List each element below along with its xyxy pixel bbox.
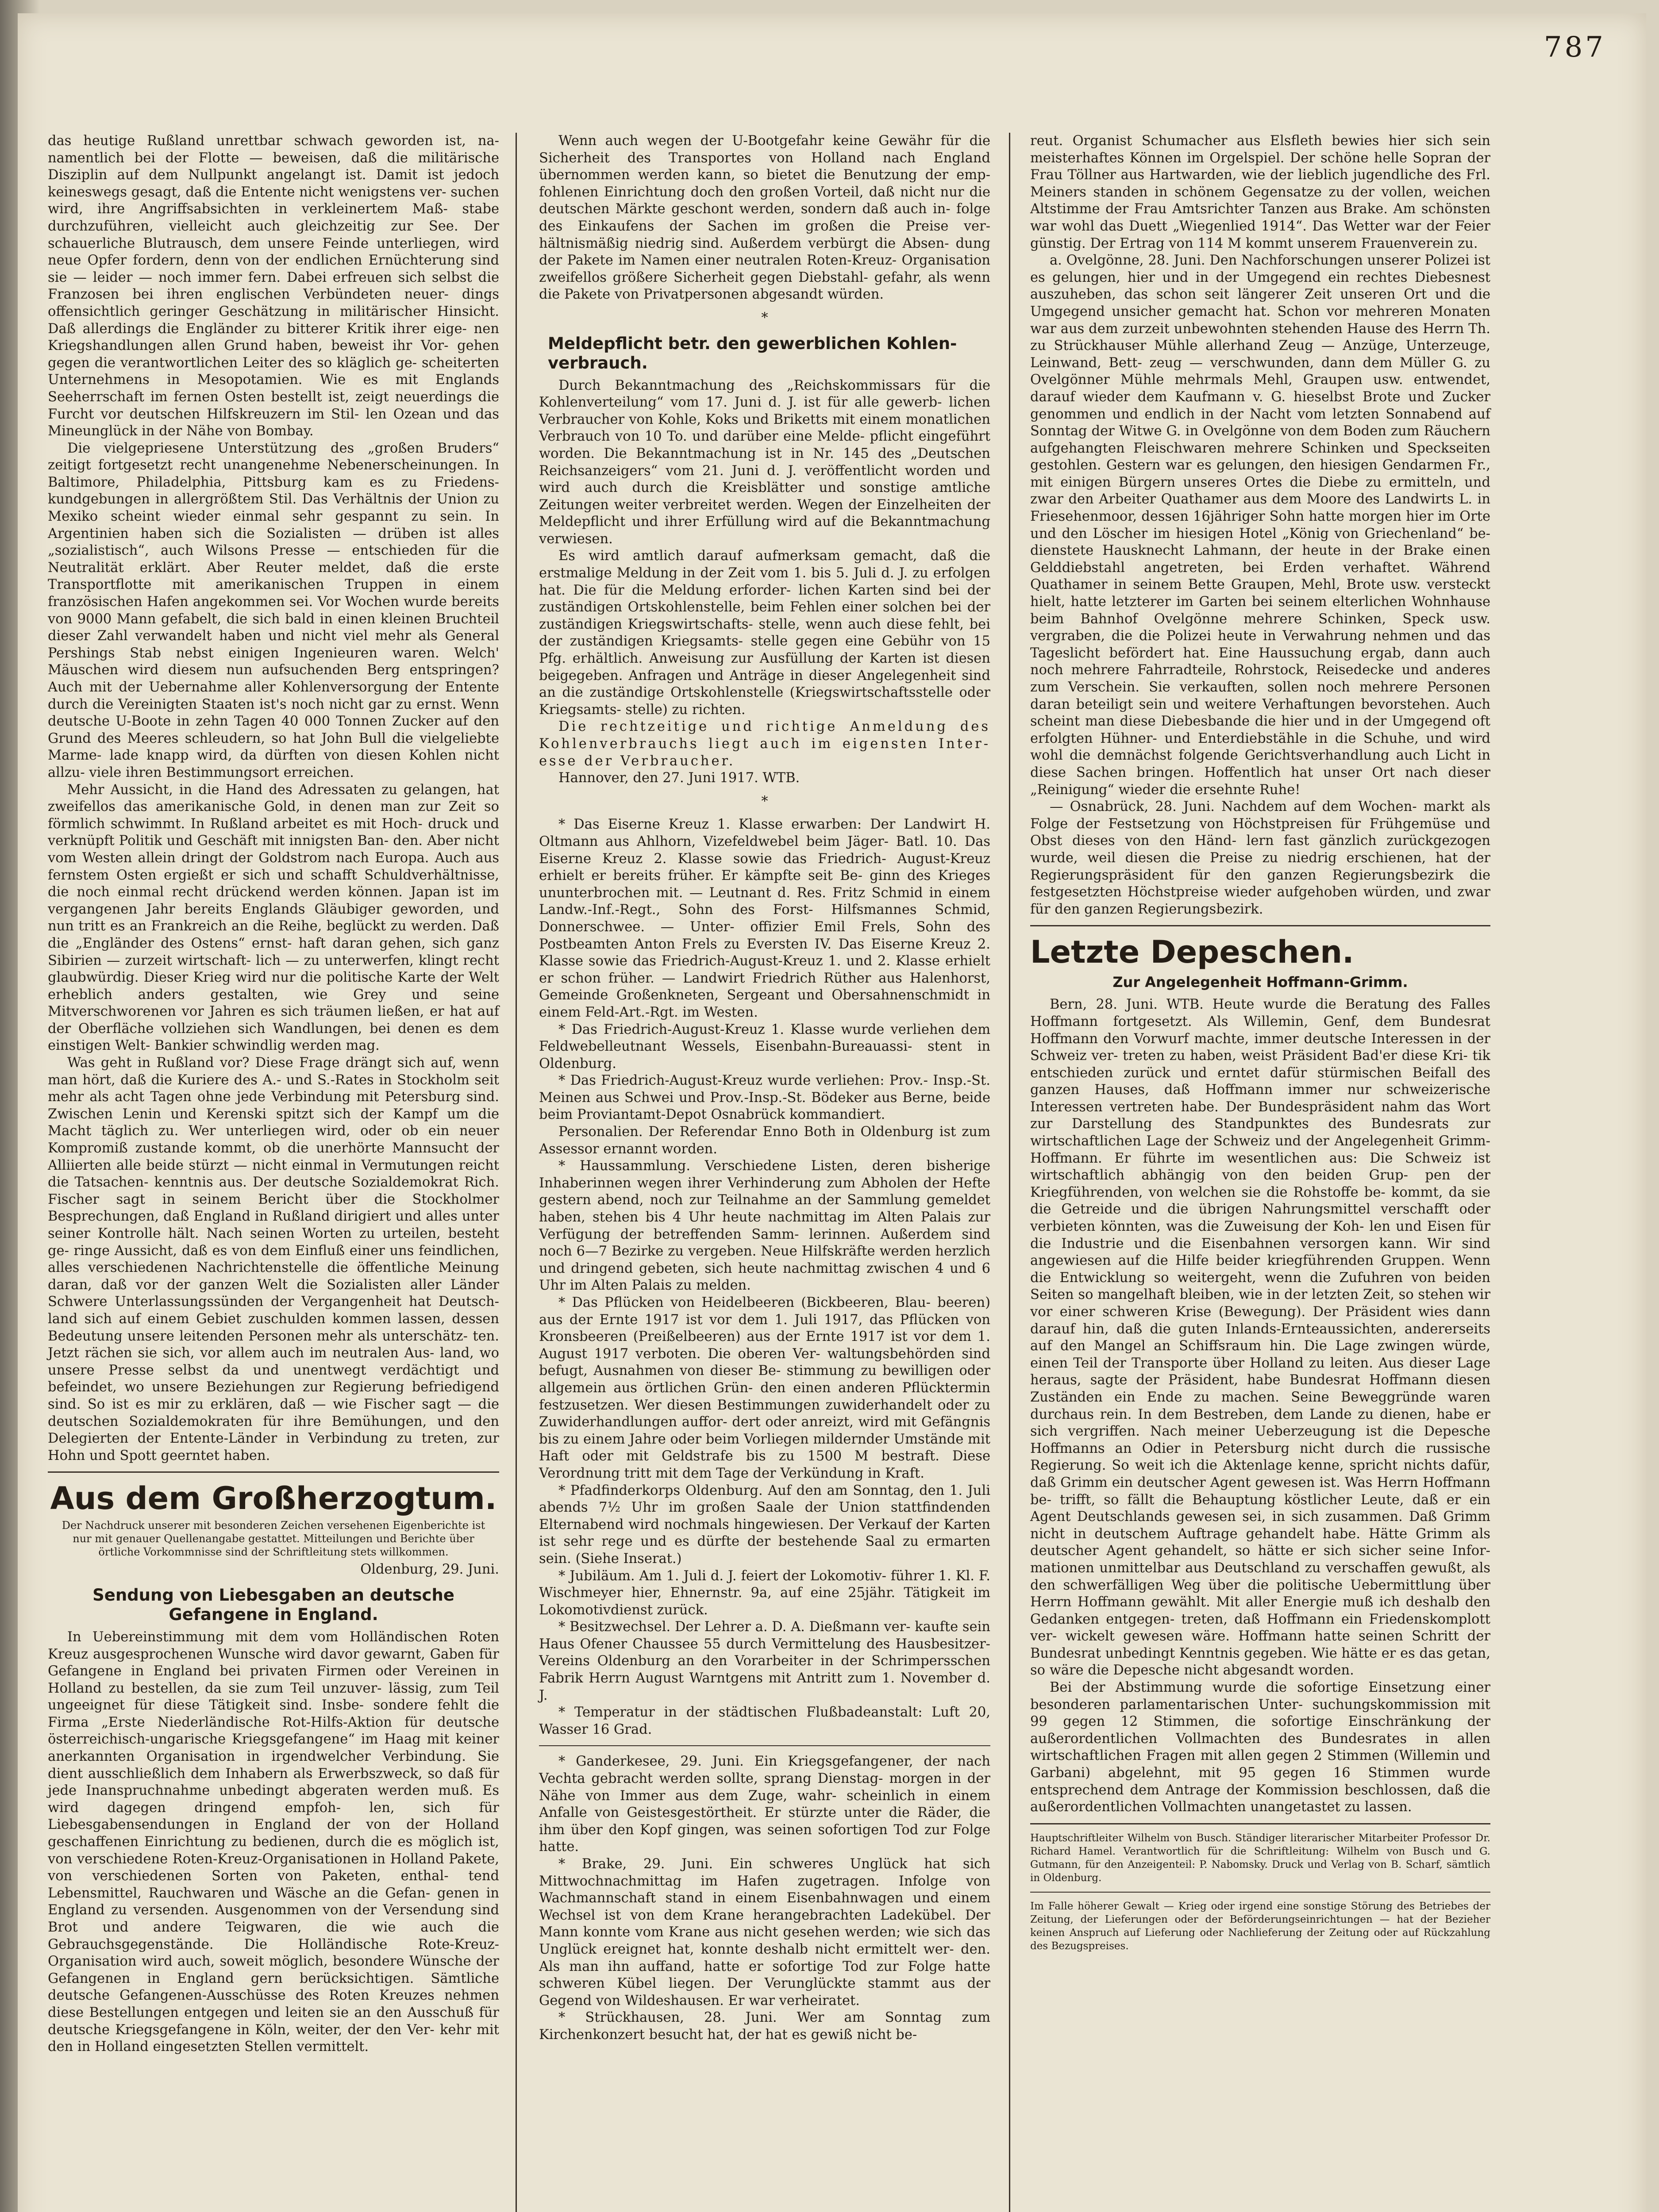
separator-star: * <box>761 310 768 326</box>
article-paragraph: Es wird amtlich darauf aufmerksam gemacht, daß die erstmalige Meldung in der Zeit vom 1. bis 5. Juli d. J. zu erfolgen hat. Die für die Meldung erforder- lichen Karten sind bei der zuständigen Ortskohlenstelle, beim Fehlen einer solchen bei der zuständigen Kriegswirtschafts- stelle, wenn auch diese fehlt, bei der zuständigen Kriegsamts- stelle gegen eine Gebühr von 15 Pfg. erhältlich. Anweisung zur Ausfüllung der Karten ist diesen beigegeben. Anfragen und Anträge in dieser Angelegenheit sind an die zuständige Ortskohlenstelle (Kriegswirtschaftsstelle oder Kriegsamts- stelle) zu richten. <box>539 548 990 718</box>
local-news-item: * Haussammlung. Verschiedene Listen, deren bisherige Inhaberinnen wegen ihrer Verhinderung zum Abholen der Hefte gestern abend, noch zur Teilnahme an der Sammlung gemeldet haben, stehen bis 4 Uhr heute nachmittag im Alten Palais zur Verfügung der betreffenden Samm- lerinnen. Außerdem sind noch 6—7 Bezirke zu vergeben. Neue Hilfskräfte werden herzlich und dringend gebeten, sich heute nachmittag zwischen 4 und 6 Uhr im Alten Palais zu melden. <box>539 1158 990 1294</box>
regional-news-item: * Brake, 29. Juni. Ein schweres Unglück hat sich Mittwochnachmittag im Hafen zugetragen. Infolge von Wachmannschaft stand in einem Eisenbahnwagen und einem Wechsel ist von dem Krane herangebrachten Ladekübel. Der Mann konnte vom Krane aus nicht gesehen werden; wie sich das Unglück ereignet hat, konnte deshalb nicht ermittelt wer- den. Als man ihn auffand, hatte er sofortige Tod zur Folge hatte schweren Kübel liegen. Der Verunglückte stammt aus der Gegend von Wildeshausen. Er war verheiratet. <box>539 1856 990 2008</box>
reprint-notice: Der Nachdruck unserer mit besonderen Zeichen versehenen Eigenberichte ist nur mit genauer Quellenangabe gestattet. Mitteilungen und Berichte über örtliche Vorkommnisse sind der Schriftleitung stets willkommen. <box>62 1519 485 1559</box>
local-news-item: * Das Friedrich-August-Kreuz wurde verliehen: Prov.- Insp.-St. Meinen aus Schwei und Prov.-Insp.-St. Bödeker aus Berne, beide beim Proviantamt-Depot Osnabrück kommandiert. <box>539 1073 990 1123</box>
local-news-item: Personalien. Der Referendar Enno Both in Oldenburg ist zum Assessor ernannt worden. <box>539 1124 990 1157</box>
article-paragraph: das heutige Rußland unrettbar schwach geworden ist, na- namentlich bei der Flotte — beweisen, daß die militärische Disziplin auf dem Nullpunkt angelangt ist. Damit ist jedoch keineswegs gesagt, daß die Entente nicht wenigstens ver- suchen wird, ihre Angriffsabsichten in verkleinertem Maß- stabe durchzuführen, vielleicht auch gleichzeitig zur See. Der schauerliche Blutrausch, dem unsere Feinde unterliegen, wird neue Opfer fordern, denn von der endlichen Ernüchterung sind sie — leider — noch immer fern. Dabei erfreuen sich selbst die Franzosen bei ihren englischen Verbündeten neuer- dings offensichtlich geringer Geschätzung in militärischer Hinsicht. Daß allerdings die Engländer zu bitterer Kritik ihrer eige- nen Kriegshandlungen allen Grund haben, beweist ihr Vor- gehen gegen die verantwortlichen Leiter des so kläglich ge- scheiterten Unternehmens in Mesopotamien. Wie es mit Englands Seeherrschaft im fernen Osten bestellt ist, zeigt neuerdings die Furcht vor deutschen Hilfskreuzern im Stil- len Ozean und das Mineunglück in der Nähe von Bombay. <box>48 133 499 439</box>
regional-news-item: — Osnabrück, 28. Juni. Nachdem auf dem Wochen- markt als Folge der Festsetzung von Höchstpreisen für Frühgemüse und Obst dieses von den Händ- lern fast gänzlich zurückgezogen wurde, weil diesen die Preise zu niedrig erschienen, hat der Regierungspräsident für den ganzen Regierungsbezirk die festgesetzten Höchstpreise wieder aufgehoben würden, und zwar für den ganzen Regierungsbezirk. <box>1030 799 1490 917</box>
item-divider <box>539 1745 990 1746</box>
section-title: Aus dem Großherzogtum. <box>50 1480 497 1517</box>
local-news-item: * Besitzwechsel. Der Lehrer a. D. A. Dießmann ver- kaufte sein Haus Ofener Chaussee 55 durch Vermittelung des Hausbesitzer-Vereins Oldenburg an den Vorarbeiter in der Schrimpersschen Fabrik Herrn August Warntgens mit Antritt zum 1. November d. J. <box>539 1619 990 1703</box>
article-title: Zur Angelegenheit Hoffmann-Grimm. <box>1112 974 1408 991</box>
column-3 <box>1030 133 1490 1953</box>
article-paragraph: Bei der Abstimmung wurde die sofortige Einsetzung einer besonderen parlamentarischen Unter- suchungskommission mit 99 gegen 12 Stimmen, die sofortige Einschränkung der außerordentlichen Vollmachten des Bundesrates in allen wirtschaftlichen Fragen mit allen gegen 2 Stimmen (Willemin und Garbani) abgelehnt, mit 95 gegen 16 Stimmen wurde entsprechend dem Antrage der Kommission beschlossen, daß die außerordentlichen Vollmachten unangetastet zu lassen. <box>1030 1680 1490 1815</box>
local-news-item: * Das Friedrich-August-Kreuz 1. Klasse wurde verliehen dem Feldwebelleutnant Wessels, Eisenbahn-Bureauassi- stent in Oldenburg. <box>539 1022 990 1071</box>
footer-divider <box>1030 1892 1490 1893</box>
article-paragraph: Die vielgepriesene Unterstützung des „großen Bruders“ zeitigt fortgesetzt recht unangenehme Nebenerscheinungen. In Baltimore, Philadelphia, Pittsburg kam es zu Friedens- kundgebungen in allergrößtem Stil. Das Verhältnis der Union zu Mexiko scheint wieder einmal sehr gespannt zu sein. In Argentinien haben sich die Sozialisten — drüben ist alles „sozialistisch“, auch Wilsons Presse — entschieden für die Neutralität erklärt. Aber Reuter meldet, daß die erste Transportflotte mit amerikanischen Truppen in einem französischen Hafen angekommen sei. Vor Wochen wurde bereits von 9000 Mann gefabelt, die sich bald in einen kleinen Bruchteil dieser Zahl verwandelt haben und nicht viel mehr als General Pershings Stab nebst einigen Ingenieuren waren. Welch' Mäuschen wird diesem nun aufsuchenden Berg entspringen? Auch mit der Uebernahme aller Kohlenversorgung der Entente durch die Vereinigten Staaten ist's noch nicht gar zu ernst. Wenn deutsche U-Boote in zehn Tagen 40 000 Tonnen Zucker auf den Grund des Meeres schleudern, so hat John Bull die vielgeliebte Marme- lade knapp wird, da dürften von diesen Kohlen nicht allzu- viele ihren Bestimmungsort erreichen. <box>48 440 499 780</box>
local-news-item: * Jubiläum. Am 1. Juli d. J. feiert der Lokomotiv- führer 1. Kl. F. Wischmeyer hier, Ehnernstr. 9a, auf eine 25jähr. Tätigkeit im Lokomotivdienst zurück. <box>539 1568 990 1618</box>
dateline: Oldenburg, 29. Juni. <box>360 1562 499 1578</box>
imprint: Hauptschriftleiter Wilhelm von Busch. Ständiger literarischer Mitarbeiter Professor Dr. Richard Hamel. Verantwortlich für die Schriftleitung: Wilhelm von Busch und G. Gutmann, für den Anzeigenteil: P. Nabomsky. Druck und Verlag von B. Scharf, sämtlich in Oldenburg. <box>1030 1832 1490 1884</box>
article-paragraph: Mehr Aussicht, in die Hand des Adressaten zu gelangen, hat zweifellos das amerikanische Gold, in denen man zur Zeit so förmlich schwimmt. In Rußland arbeitet es mit Hoch- druck und verknüpft Politik und Geschäft mit innigsten Ban- den. Aber nicht vom Westen allein dringt der Goldstrom nach Europa. Auch aus fernstem Osten ergießt er sich und schafft Schuldverhältnisse, die noch einmal recht drückend werden können. Japan ist im vergangenen Jahr bereits Englands Gläubiger geworden, und nun tritt es an Frankreich an die Reihe, beglückt zu werden. Daß die „Engländer des Ostens“ ernst- haft daran gehen, sich ganz Sibirien — zurzeit wirtschaft- lich — zu unterwerfen, klingt recht glaubwürdig. Dieser Krieg wird nur die politische Karte der Welt erheblich anders gestalten, wie Grey und seine Mitverschworenen vor Jahren es sich träumen ließen, er hat auf der Oberfläche vollziehen sich Wandlungen, bei denen es dem einstigen Welt- Bankier schwindlig werden mag. <box>48 782 499 1054</box>
article-title: Meldepflicht betr. den gewerblichen Kohlen- verbrauch. <box>548 334 957 373</box>
regional-news-item: reut. Organist Schumacher aus Elsfleth bewies hier sich sein meisterhaftes Können im Orgelspiel. Der schöne helle Sopran der Frau Töllner aus Hartwarden, wie der lieblich jugendliche des Frl. Meiners standen in schönem Gegensatze zu der vollen, weichen Altstimme der Frau Amtsrichter Tanzen aus Brake. Am schönsten war wohl das Duett „Wiegenlied 1914“. Das Wetter war der Feier günstig. Der Ertrag von 114 M kommt unserem Frauenverein zu. <box>1030 133 1490 251</box>
local-news-item: * Das Pflücken von Heidelbeeren (Bickbeeren, Blau- beeren) aus der Ernte 1917 ist vor dem 1. Juli 1917, das Pflücken von Kronsbeeren (Preißelbeeren) aus der Ernte 1917 ist vor dem 1. August 1917 verboten. Die oberen Ver- waltungsbehörden sind befugt, Ausnahmen von dieser Be- stimmung zu bewilligen oder allgemein aus örtlichen Grün- den einen anderen Pflücktermin festzusetzen. Wer diesen Bestimmungen zuwiderhandelt oder zu Zuwiderhandlungen auffor- dert oder anreizt, wird mit Gefängnis bis zu einem Jahre oder beim Vorliegen mildernder Umstände mit Haft oder mit Geldstrafe bis zu 1500 M bestraft. Diese Verordnung tritt mit dem Tage der Verkündung in Kraft. <box>539 1295 990 1481</box>
article-title: Sendung von Liebesgaben an deutsche Gefangene in England. <box>92 1585 454 1624</box>
column-2 <box>539 133 990 2044</box>
article-paragraph: In Uebereinstimmung mit dem vom Holländischen Roten Kreuz ausgesprochenen Wunsche wird davor gewarnt, Gaben für Gefangene in England bei privaten Firmen oder Vereinen in Holland zu bestellen, da sie zum Teil unzuver- lässig, zum Teil ungeeignet für diese Tätigkeit sind. Insbe- sondere fehlt die Firma „Erste Niederländische Rot-Hilfs-Aktion für deutsche österreichisch-ungarische Kriegsgefangene“ im Haag mit keiner anerkannten Organisation in irgendwelcher Verbindung. Sie dient ausschließlich dem Inhabern als Erwerbszweck, so daß für jede Inanspruchnahme unbedingt abgeraten werden muß. Es wird dagegen dringend empfoh- len, sich für Liebesgabensendungen in England der von der Holland geschaffenen Einrichtung zu bedienen, durch die es möglich ist, von verschiedene Roten-Kreuz-Organisationen in Holland Pakete, von verschiedenen Sorten von Paketen, enthal- tend Lebensmittel, Rauchwaren und Wäsche an die Gefan- genen in England zu versenden. Ausgenommen von der Versendung sind Brot und andere Teigwaren, die wie auch die Gebrauchsgegenstände. Die Holländische Rote-Kreuz- Organisation wird auch, soweit möglich, besondere Wünsche der Gefangenen in England gern berücksichtigen. Sämtliche deutsche Gefangenen-Ausschüsse des Roten Kreuzes nehmen diese Bestellungen entgegen und leiten sie an den Ausschuß für deutsche Kriegsgefangene in Köln, weiter, der den Ver- kehr mit den in Holland eingesetzten Stellen vermittelt. <box>48 1629 499 2055</box>
dateline: Hannover, den 27. Juni 1917. WTB. <box>558 770 800 786</box>
separator-star: * <box>761 793 768 809</box>
section-title: Letzte Depeschen. <box>1030 934 1354 971</box>
local-news-item: * Das Eiserne Kreuz 1. Klasse erwarben: Der Landwirt H. Oltmann aus Ahlhorn, Vizefeldwebel beim Jäger- Batl. 10. Das Eiserne Kreuz 2. Klasse sowie das Friedrich- August-Kreuz erhielt er bereits früher. Er kämpfte seit Be- ginn des Krieges ununterbrochen mit. — Leutnant d. Res. Fritz Schmid in einem Landw.-Inf.-Regt., Sohn des Forst- Hilfsmannes Schmid, Donnerschwee. — Unter- offizier Emil Frels, Sohn des Postbeamten Anton Frels zu Eversten IV. Das Eiserne Kreuz 2. Klasse sowie das Friedrich-August-Kreuz 1. und 2. Klasse erhielt er schon früher. — Landwirt Friedrich Rüther aus Halenhorst, Gemeinde Großenkneten, Sergeant und Obersahnenschmidt in einem Feld-Art.-Rgt. im Westen. <box>539 817 990 1020</box>
article-paragraph: Wenn auch wegen der U-Bootgefahr keine Gewähr für die Sicherheit des Transportes von Holland nach England übernommen werden kann, so bietet die Benutzung der emp- fohlenen Einrichtung doch den großen Vorteil, daß nicht nur die deutschen Märkte geschont werden, sondern daß auch in- folge des Einkaufens der Sachen im großen die Preise ver- hältnismäßig niedrig sind. Außerdem verbürgt die Absen- dung der Pakete im Namen einer neutralen Roten-Kreuz- Organisation zweifellos größere Sicherheit gegen Diebstahl- gefahr, als wenn die Pakete von Privatpersonen abgesandt würden. <box>539 133 990 303</box>
imprint-divider <box>1030 1823 1490 1824</box>
article-paragraph: Durch Bekanntmachung des „Reichskommissars für die Kohlenverteilung“ vom 17. Juni d. J. ist für alle gewerb- lichen Verbraucher von Kohle, Koks und Briketts mit einem monatlichen Verbrauch von 10 To. und darüber eine Melde- pflicht eingeführt worden. Die Bekanntmachung ist in Nr. 145 des „Deutschen Reichsanzeigers“ vom 21. Juni d. J. veröffentlicht worden und wird auch durch die Kreisblätter und sonstige amtliche Zeitungen weiter verbreitet werden. Wegen der Einzelheiten der Meldepflicht und ihrer Erfüllung wird auf die Bekanntmachung verwiesen. <box>539 377 990 547</box>
column-divider-right <box>1009 133 1010 2212</box>
section-divider <box>48 1471 499 1473</box>
page-number: 787 <box>1544 31 1606 64</box>
column-divider-left <box>516 133 517 2212</box>
section-divider <box>1030 925 1490 926</box>
column-1 <box>48 133 499 2056</box>
regional-news-item: * Strückhausen, 28. Juni. Wer am Sonntag zum Kirchenkonzert besucht hat, der hat es gewiß nicht be- <box>539 2010 990 2043</box>
force-majeure-notice: Im Falle höherer Gewalt — Krieg oder irgend eine sonstige Störung des Betriebes der Zeitung, der Lieferungen oder der Beförderungseinrichtungen — hat der Bezieher keinen Anspruch auf Lieferung oder Nachlieferung der Zeitung oder auf Rückzahlung des Bezugspreises. <box>1030 1900 1490 1952</box>
regional-news-item: * Ganderkesee, 29. Juni. Ein Kriegsgefangener, der nach Vechta gebracht werden sollte, sprang Dienstag- morgen in der Nähe von Immer aus dem Zuge, wahr- scheinlich in einem Anfalle von Geistesgestörtheit. Er stürzte unter die Räder, die ihm über den Kopf gingen, was seinen sofortigen Tod zur Folge hatte. <box>539 1754 990 1855</box>
local-news-item: * Temperatur in der städtischen Flußbadeanstalt: Luft 20, Wasser 16 Grad. <box>539 1705 990 1737</box>
article-paragraph: Was geht in Rußland vor? Diese Frage drängt sich auf, wenn man hört, daß die Kuriere des A.- und S.-Rates in Stockholm seit mehr als acht Tagen ohne jede Verbindung mit Petersburg sind. Zwischen Lenin und Kerenski spitzt sich der Kampf um die Macht täglich zu. Wer unterliegen wird, oder ob ein neuer Kompromiß zustande kommt, ob die unerhörte Mannsucht der Alliierten alle beide stürzt — nicht einmal in Vermutungen reicht die Tatsachen- kenntnis aus. Der deutsche Sozialdemokrat Rich. Fischer sagt in seinem Bericht über die Stockholmer Besprechungen, daß England in Rußland dirigiert und alles unter seiner Kontrolle hält. Nach seinen Worten zu urteilen, besteht ge- ringe Aussicht, daß es von dem Einfluß einer uns feindlichen, alles verschiedenen Nachrichtenstelle die öffentliche Meinung daran, daß vor der ganzen Welt die Sozialisten aller Länder Schwere Unterlassungssünden der Vergangenheit hat Deutsch- land sich auf einem Gebiet zuschulden kommen lassen, dessen Bedeutung unsere leitenden Personen mehr als unterschätz- ten. Jetzt rächen sie sich, vor allem auch im neutralen Aus- land, wo unsere Presse selbst da und unentwegt verdächtigt und befeindet, wo unsere Beziehungen zur Regierung befriedigend sind. So ist es mir zu erklären, daß — wie Fischer sagt — die deutschen Sozialdemokraten für ihre Bemühungen, und den Delegierten der Entente-Länder in Verbindung zu treten, zur Hohn und Spott geerntet haben. <box>48 1055 499 1463</box>
article-paragraph: Die rechtzeitige und richtige Anmeldung des Kohlenverbrauchs liegt auch im eigensten Inter- esse der Verbraucher. <box>539 719 990 769</box>
article-paragraph: Bern, 28. Juni. WTB. Heute wurde die Beratung des Falles Hoffmann fortgesetzt. Als Willemin, Genf, dem Bundesrat Hoffmann den Vorwurf machte, immer deutsche Interessen in der Schweiz ver- treten zu haben, weist Präsident Bad'er diese Kri- tik entschieden zurück und erntet dafür stürmischen Beifall des ganzen Hauses, daß Hoffmann immer nur schweizerische Interessen vertreten habe. Der Bundespräsident nahm das Wort zur Darstellung des Standpunktes des Bundesrats zur wirtschaftlichen Lage der Schweiz und der Angelegenheit Grimm-Hoffmann. Er führte im wesentlichen aus: Die Schweiz ist wirtschaftlich abhängig von den beiden Grup- pen der Kriegführenden, von welchen sie die Rohstoffe be- kommt, da sie die Getreide und die übrigen Nahrungsmittel verschafft oder verbieten könnten, was die Zuweisung der Koh- len und Eisen für die Industrie und die Eisenbahnen versorgen kann. Wir sind angewiesen auf die Hilfe beider kriegführenden Gruppen. Wenn die Entwicklung so weitergeht, wenn die Zufuhren von beiden Seiten so mangelhaft bleiben, wie in der letzten Zeit, so stehen wir vor einer schweren Krise (Bewegung). Der Präsident wies dann darauf hin, daß die guten Inlands-Ernteaussichten, andererseits auf den Mangel an Schiffsraum hin. Die Lage zwingen würde, einen Teil der Transporte über Holland zu leiten. Aus dieser Lage heraus, sagte der Präsident, habe Bundesrat Hoffmann diesen Zuständen ein Ende zu machen. Seine Beweggründe waren durchaus rein. In dem Bestreben, dem Lande zu dienen, habe er sich vergriffen. Nach meiner Ueberzeugung ist die Depesche Hoffmanns an Odier in Petersburg nicht durch die russische Regierung. So weit ich die Aktenlage kenne, spricht nichts dafür, daß Grimm ein deutscher Agent gewesen ist. Was Herrn Hoffmann be- trifft, so fällt die Behauptung köstlicher Leute, daß er ein Agent Deutschlands gewesen sei, in sich zusammen. Daß Grimm nicht in deutschem Auftrage gehandelt habe. Hätte Grimm als deutscher Agent gehandelt, so hätte er sich sicher seine Infor- mationen unmittelbar aus Deutschland zu verschaffen gewußt, als den schwerfälligen Weg über die politische Uebermittlung über Herrn Hoffmann gewählt. Mit aller Energie muß ich deshalb den Gedanken entgegen- treten, daß Hoffmann ein Friedenskomplott ver- wickelt gewesen wäre. Hoffmann hatte seinen Schritt der Bundesrat unbedingt Kenntnis gegeben. Wie hätte er es das getan, so wäre die Depesche nicht abgesandt worden. <box>1030 997 1490 1678</box>
local-news-item: * Pfadfinderkorps Oldenburg. Auf den am Sonntag, den 1. Juli abends 7½ Uhr im großen Saale der Union stattfindenden Elternabend wird nochmals hingewiesen. Der Verkauf der Karten ist sehr rege und es dürfte der bestehende Saal zu ermarten sein. (Siehe Inserat.) <box>539 1482 990 1567</box>
regional-news-item: a. Ovelgönne, 28. Juni. Den Nachforschungen unserer Polizei ist es gelungen, hier und in der Umgegend ein rechtes Diebesnest auszuheben, das schon seit längerer Zeit unseren Ort und die Umgegend unsicher gemacht hat. Schon vor mehreren Monaten war aus dem zurzeit unbewohnten stehenden Hause des Herrn Th. zu Strückhauser Mühle allerhand Zeug — Anzüge, Unterzeuge, Leinwand, Bett- zeug — verschwunden, dann dem Müller G. zu Ovelgönner Mühle mehrmals Mehl, Graupen usw. entwendet, darauf wieder dem Kaufmann v. G. hieselbst Brote und Zucker genommen und endlich in der Nacht vom letzten Sonnabend auf Sonntag der Witwe G. in Ovelgönne von dem Boden zum Räuchern aufgehangten Fleischwaren mehrere Schinken und Speckseiten gestohlen. Gestern war es gelungen, den hiesigen Gendarmen Fr., mit einigen Bürgern unseres Ortes die Diebe zu ermitteln, und zwar den Arbeiter Quathamer aus dem Moore des Landwirts L. in Friesehenmoor, dessen 16jähriger Sohn hatte morgen hier im Orte und den Löscher im hiesigen Hotel „König von Griechenland“ be- dienstete Hausknecht Lahmann, der heute in der Brake einen Gelddiebstahl angetreten, bei Erden verhaftet. Während Quathamer in seinem Bette Graupen, Mehl, Brote usw. versteckt hielt, hatte letzterer im Garten bei seinem elterlichen Wohnhause beim Bahnhof Ovelgönne mehrere Schinken, Speck usw. vergraben, die die Polizei heute in Verwahrung nehmen und das Tageslicht befördert hat. Eine Haussuchung ergab, dann auch noch mehrere Fahrradteile, Rohrstock, Reisedecke und anderes zum Verschein. Sie verkauften, sollen noch mehrere Personen daran beteiligt sein und weitere Verhaftungen bevorstehen. Auch scheint man diese Diebesbande die hier und in der Umgegend oft erfolgten Hühner- und Enterdiebstähle in die Schuhe, und wird wohl die demnächst folgende Gerichtsverhandlung auch Licht in diese Sachen bringen. Hoffentlich hat unser Ort nach dieser „Reinigung“ wieder die ersehnte Ruhe! <box>1030 253 1490 798</box>
